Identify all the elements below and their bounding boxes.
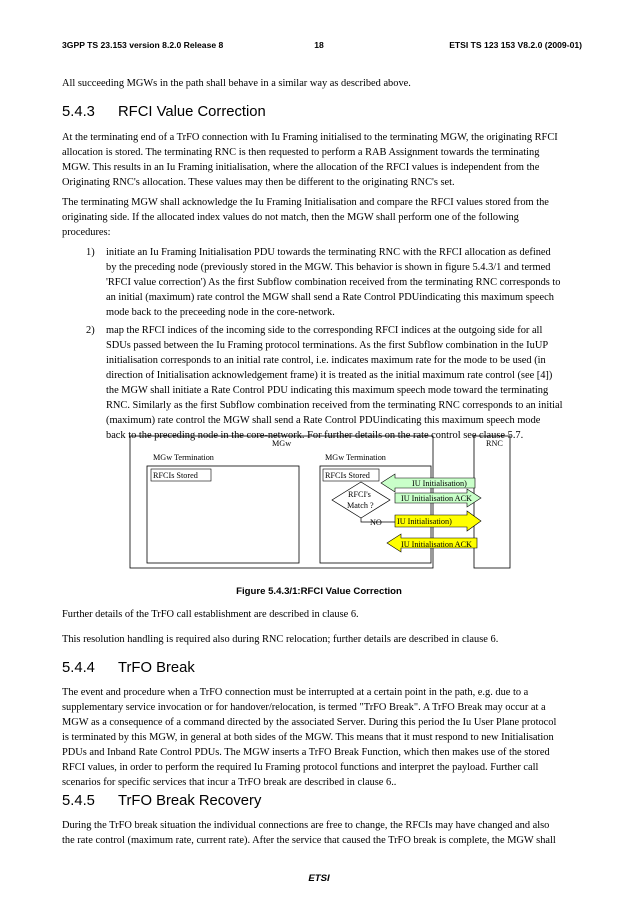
text-line: RFCI values, in order to perform the required Iu Framing protocol functions and interpret the payload. Further call — [62, 762, 539, 773]
text-line: Originating RNC's allocation. These values may then be different to the originating RNC's set. — [62, 177, 455, 188]
text-line: is terminated by this MGW, in general at both sides of the MGW. This means that it must respond to new Initialisation — [62, 732, 554, 743]
paragraph-trfo-break — [62, 685, 578, 790]
rnc-label: RNC — [486, 439, 503, 448]
text-line: scenarios for specific services that incur a TrFO break are described in clause 6.. — [62, 777, 397, 788]
arrow-label: IU Initialisation) — [397, 517, 452, 526]
text-line: 'RFCI value correction') As the first Subflow combination received from the terminating RNC corresponds to — [106, 277, 561, 288]
text-line: map the RFCI indices of the incoming side to the corresponding RFCI indices at the outgoing side for all — [106, 325, 543, 336]
paragraph-trfo-break-recovery — [62, 818, 578, 848]
text-line: MGW. This results in an Iu Framing initialisation, where the allocation of the RFCI values is independent from the — [62, 162, 540, 173]
paragraph-further-details: Further details of the TrFO call establishment are described in clause 6. — [62, 609, 359, 620]
section-number: 5.4.4 — [62, 660, 95, 676]
mgw-termination-2-label: MGw Termination — [325, 453, 386, 462]
text-line: an initial (maximum) rate control the MGW shall send a Rate Control PDUindicating this maximum speech — [106, 292, 554, 303]
text-line: mode back to the preceeding node in the core-network. — [106, 307, 335, 318]
text-line: supplementary service invocation or for handover/relocation, is termed "TrFO Break". A TrFO Break may occur at a — [62, 702, 546, 713]
arrow-label: IU Initialisation ACK — [401, 494, 472, 503]
text-line: initiate an Iu Framing Initialisation PDU towards the terminating RNC with the RFCI allocation as defined — [106, 247, 551, 258]
header-etsi-ref: ETSI TS 123 153 V8.2.0 (2009-01) — [449, 40, 582, 50]
text-line: MGW as a consequence of a command directed by the associated Server. During this period the Iu User Plane protocol — [62, 717, 557, 728]
header-spec-title: 3GPP TS 23.153 version 8.2.0 Release 8 — [62, 40, 224, 50]
text-line: the rate control (maximum rate, current rate). After the service that caused the TrFO break is complete, the MGW shall — [62, 835, 556, 846]
rfcis-stored-1-label: RFCIs Stored — [153, 471, 198, 480]
footer-etsi: ETSI — [308, 873, 330, 884]
intro-paragraph: All succeeding MGWs in the path shall behave in a similar way as described above. — [62, 78, 411, 89]
rnc-box — [474, 436, 510, 568]
text-line: direction of Initialisation acknowledgement frame) it is treated as the initial maximum rate control (see [4]) — [106, 370, 553, 381]
section-title: TrFO Break — [118, 660, 195, 676]
section-heading-5-4-4 — [62, 660, 195, 676]
mgw-termination-1-label: MGw Termination — [153, 453, 214, 462]
text-line: initialisation corresponds to an initial rate control, i.e. indicates maximum rate for the mode to be used (in — [106, 355, 546, 366]
section-title: RFCI Value Correction — [118, 104, 266, 120]
text-line: by the preceding node (previously stored in the MGW. This behavior is shown in figure 5.4.3/1 and termed — [106, 262, 551, 273]
no-branch-label: NO — [370, 518, 382, 527]
text-line: allocation is stored. The terminating RNC is then requested to perform a RAB Assignment towards the terminating — [62, 147, 540, 158]
mgw-termination-1-box — [147, 466, 299, 563]
figure-caption: Figure 5.4.3/1:RFCI Value Correction — [236, 586, 402, 597]
decision-text-line-1: RFCI's — [348, 490, 371, 499]
text-line: At the terminating end of a TrFO connection with Iu Framing initialised to the terminating MGW, the originating RFCI — [62, 132, 558, 143]
section-heading-5-4-5 — [62, 793, 261, 809]
rfci-match-decision-diamond — [332, 482, 390, 518]
decision-text-line-2: Match ? — [347, 501, 374, 510]
text-line: RNC. Similarly as the first Subflow combination received from the terminating RNC corresponds to an initial — [106, 400, 563, 411]
text-line: PDUs and Inband Rate Control PDUs. The MGW inserts a TrFO Break Function, which then makes use of the stored — [62, 747, 550, 758]
mgw-label: MGw — [272, 439, 292, 448]
arrow-label: IU Initialisation ACK — [401, 540, 472, 549]
section-number: 5.4.3 — [62, 104, 95, 120]
text-line: The event and procedure when a TrFO connection must be interrupted at a certain point in the path, e.g. due to a — [62, 687, 529, 698]
text-line: back to the preceding node in the core-network. For further details on the rate control see clause 5.7. — [106, 430, 524, 441]
text-line: procedures: — [62, 227, 111, 238]
section-number: 5.4.5 — [62, 793, 95, 809]
text-line: originating side. If the allocated index values do not match, then the MGW shall perform one of the following — [62, 212, 519, 223]
text-line: The terminating MGW shall acknowledge the Iu Framing Initialisation and compare the RFCI values stored from the — [62, 197, 549, 208]
header-page-number: 18 — [314, 40, 324, 50]
text-line: (maximum) rate control the MGW shall send a Rate Control PDUindicating this maximum speech mode — [106, 415, 541, 426]
paragraph-rnc-relocation: This resolution handling is required also during RNC relocation; further details are described in clause 6. — [62, 634, 499, 645]
text-line: During the TrFO break situation the individual connections are free to change, the RFCIs may have changed and also — [62, 820, 550, 831]
text-line: the MGW shall initiate a Rate Control PDU indicating this maximum speech mode toward the terminating — [106, 385, 549, 396]
rfcis-stored-2-label: RFCIs Stored — [325, 471, 370, 480]
list-number: 2) — [86, 325, 95, 336]
section-title: TrFO Break Recovery — [118, 793, 262, 809]
arrow-label: IU Initialisation) — [412, 479, 467, 488]
text-line: SDUs passed between the Iu Framing protocol terminations. As the first Subflow combination in the IuUP — [106, 340, 549, 351]
list-number: 1) — [86, 247, 95, 258]
